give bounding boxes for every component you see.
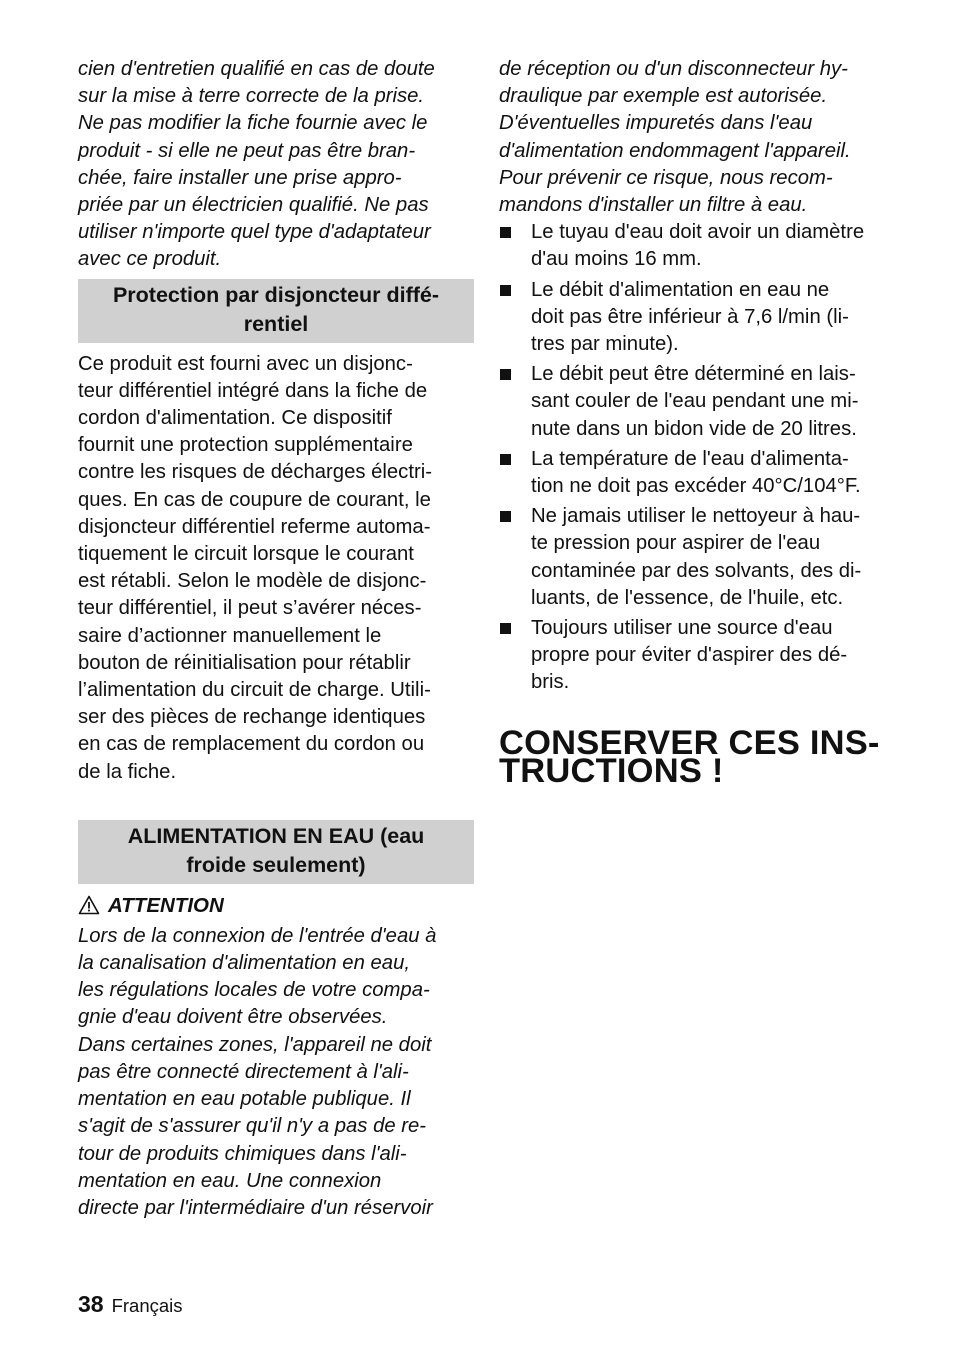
heading-line: Protection par disjoncteur diffé- bbox=[112, 282, 440, 307]
heading-line: rentiel bbox=[243, 311, 309, 336]
attention-label bbox=[78, 892, 474, 919]
attention-paragraph bbox=[78, 923, 474, 1222]
heading-line: ALIMENTATION EN EAU (eau bbox=[127, 823, 425, 848]
text-line: d'alimentation endommagent l'appareil. bbox=[499, 139, 851, 162]
text-line: les régulations locales de votre compa- bbox=[78, 979, 430, 1002]
text-line: de la fiche. bbox=[78, 760, 177, 783]
keep-instructions-title bbox=[499, 723, 899, 790]
list-item bbox=[499, 446, 899, 500]
left-column bbox=[78, 56, 474, 1222]
text-line: contaminée par des solvants, des di- bbox=[531, 559, 862, 582]
text-line: Pour prévenir ce risque, nous recom- bbox=[499, 166, 833, 189]
text-line: nute dans un bidon vide de 20 litres. bbox=[531, 417, 857, 440]
language-label: Français bbox=[111, 1295, 183, 1316]
text-line: tour de produits chimiques dans l'ali- bbox=[78, 1142, 407, 1165]
list-item bbox=[499, 277, 899, 359]
list-item bbox=[499, 615, 899, 697]
text-line: Le débit d'alimentation en eau ne bbox=[531, 278, 830, 301]
text-line: pas être connecté directement à l'ali- bbox=[78, 1060, 409, 1083]
text-line: bris. bbox=[531, 671, 570, 694]
text-line: Le débit peut être déterminé en lais- bbox=[531, 363, 856, 386]
text-line: ser des pièces de rechange identiques bbox=[78, 706, 426, 729]
text-line: gnie d'eau doivent être observées. bbox=[78, 1006, 388, 1029]
text-line: contre les risques de décharges électri- bbox=[78, 461, 432, 484]
text-line: Ne pas modifier la fiche fournie avec le bbox=[78, 112, 428, 135]
text-line: avec ce produit. bbox=[78, 248, 222, 271]
page-number: 38 bbox=[78, 1291, 104, 1317]
text-line: propre pour éviter d'aspirer des dé- bbox=[531, 644, 848, 667]
text-line: d'au moins 16 mm. bbox=[531, 248, 702, 271]
text-line: sant couler de l'eau pendant une mi- bbox=[531, 390, 859, 413]
text-line: D'éventuelles impuretés dans l'eau bbox=[499, 112, 813, 135]
text-line: bouton de réinitialisation pour rétablir bbox=[78, 651, 411, 674]
right-column bbox=[499, 56, 899, 790]
text-line: doit pas être inférieur à 7,6 l/min (li- bbox=[531, 305, 849, 328]
text-line: Ce produit est fourni avec un disjonc- bbox=[78, 352, 413, 375]
text-line: est rétabli. Selon le modèle de disjonc- bbox=[78, 570, 427, 593]
requirements-list bbox=[499, 219, 899, 696]
heading-line: froide seulement) bbox=[186, 852, 366, 877]
text-line: mandons d'installer un filtre à eau. bbox=[499, 194, 808, 217]
section-heading-protection bbox=[78, 279, 474, 343]
text-line: mentation en eau potable publique. Il bbox=[78, 1088, 411, 1111]
text-line: de réception ou d'un disconnecteur hy- bbox=[499, 58, 848, 80]
text-line: priée par un électricien qualifié. Ne pas bbox=[78, 194, 429, 217]
warning-triangle-icon bbox=[78, 895, 100, 915]
text-line: Dans certaines zones, l'appareil ne doit bbox=[78, 1033, 432, 1056]
text-line: tion ne doit pas excéder 40°C/104°F. bbox=[531, 475, 861, 498]
text-line: Lors de la connexion de l'entrée d'eau à bbox=[78, 924, 437, 947]
text-line: fournit une protection supplémentaire bbox=[78, 434, 413, 457]
text-line: directe par l'intermédiaire d'un réservoir bbox=[78, 1196, 433, 1219]
text-line: l’alimentation du circuit de charge. Utili- bbox=[78, 679, 431, 702]
text-line: en cas de remplacement du cordon ou bbox=[78, 733, 425, 756]
text-line: luants, de l'essence, de l'huile, etc. bbox=[531, 586, 844, 609]
text-line: Toujours utiliser une source d'eau bbox=[531, 617, 833, 640]
text-line: sur la mise à terre correcte de la prise. bbox=[78, 85, 425, 108]
text-line: cordon d'alimentation. Ce dispositif bbox=[78, 407, 392, 430]
text-line: tres par minute). bbox=[531, 333, 679, 356]
text-line: la canalisation d'alimentation en eau, bbox=[78, 952, 410, 975]
continued-paragraph bbox=[499, 56, 899, 219]
text-line: teur différentiel intégré dans la fiche de bbox=[78, 379, 428, 402]
text-line: tiquement le circuit lorsque le courant bbox=[78, 543, 414, 566]
text-line: cien d'entretien qualifié en cas de doute bbox=[78, 58, 435, 80]
text-line: disjoncteur différentiel referme automa- bbox=[78, 515, 431, 538]
text-line: s'agit de s'assurer qu'il n'y a pas de re- bbox=[78, 1115, 427, 1138]
intro-paragraph bbox=[78, 56, 474, 274]
text-line: utiliser n'importe quel type d'adaptateur bbox=[78, 221, 431, 244]
list-item bbox=[499, 503, 899, 612]
text-line: chée, faire installer une prise appro- bbox=[78, 166, 402, 189]
text-line: ques. En cas de coupure de courant, le bbox=[78, 488, 431, 511]
text-line: draulique par exemple est autorisée. bbox=[499, 85, 828, 108]
text-line: produit - si elle ne peut pas être bran- bbox=[78, 139, 416, 162]
protection-paragraph bbox=[78, 351, 474, 786]
list-item bbox=[499, 361, 899, 443]
text-line: te pression pour aspirer de l'eau bbox=[531, 532, 821, 555]
text-line: saire d’actionner manuellement le bbox=[78, 624, 382, 647]
text-line: teur différentiel, il peut s’avérer néces- bbox=[78, 597, 422, 620]
text-line: mentation en eau. Une connexion bbox=[78, 1169, 382, 1192]
list-item bbox=[499, 219, 899, 273]
page-footer bbox=[78, 1291, 183, 1318]
attention-text: ATTENTION bbox=[108, 893, 224, 917]
text-line: Le tuyau d'eau doit avoir un diamètre bbox=[531, 221, 865, 244]
title-line: TRUCTIONS ! bbox=[499, 751, 724, 790]
text-line: La température de l'eau d'alimenta- bbox=[531, 447, 849, 470]
section-heading-water-supply bbox=[78, 820, 474, 884]
text-line: Ne jamais utiliser le nettoyeur à hau- bbox=[531, 505, 861, 528]
title-line: CONSERVER CES INS- bbox=[499, 723, 880, 762]
